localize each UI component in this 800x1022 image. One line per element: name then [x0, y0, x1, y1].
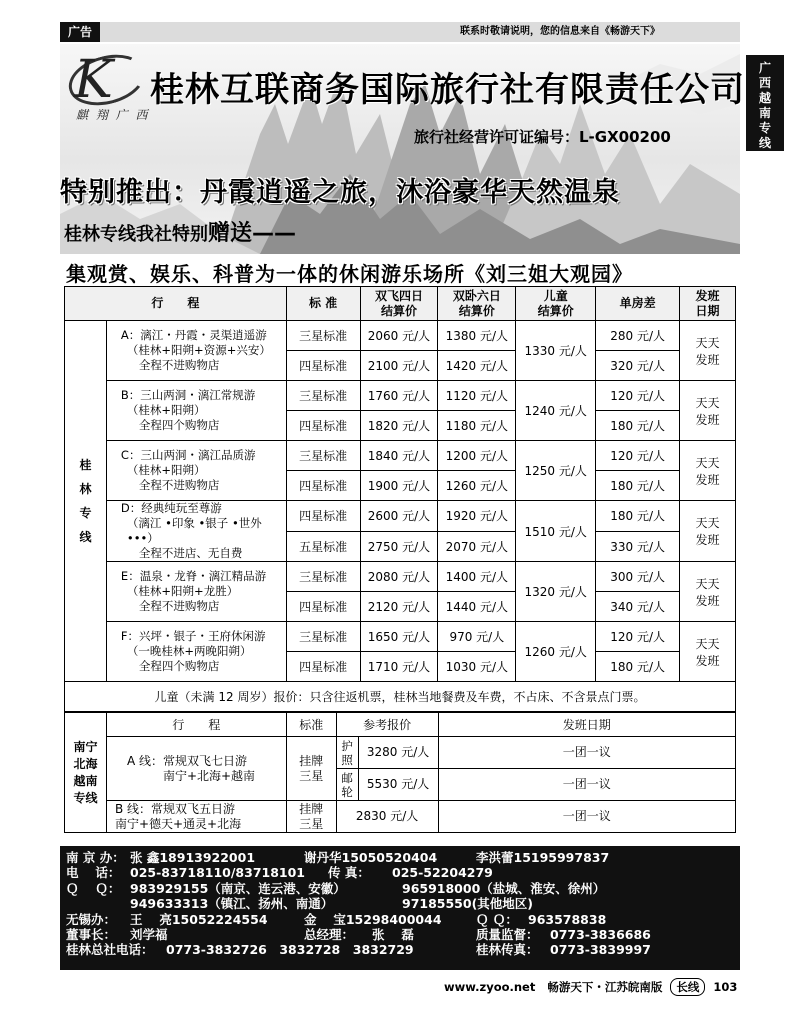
route-b: B：三山两洞・漓江常规游 （桂林+阳朔） 全程四个购物店 — [106, 381, 286, 441]
standard-cell: 三星标准 — [286, 321, 360, 351]
price-child: 1320 元/人 — [516, 562, 596, 622]
price-single: 120 元/人 — [596, 622, 680, 652]
price-single: 300 元/人 — [596, 562, 680, 592]
header-child: 儿童 结算价 — [516, 287, 596, 321]
route-a-vietnam: A 线：常规双飞七日游 南宁+北海+越南 — [106, 737, 286, 801]
price-4day: 1760 元/人 — [360, 381, 438, 411]
price-6day: 970 元/人 — [438, 622, 516, 652]
depart-cell: 天天 发班 — [680, 562, 736, 622]
price-4day: 2120 元/人 — [360, 592, 438, 622]
price-4day: 1820 元/人 — [360, 411, 438, 441]
header-6day: 双卧六日 结算价 — [438, 287, 516, 321]
price-child: 1330 元/人 — [516, 321, 596, 381]
depart-cell: 天天 发班 — [680, 501, 736, 562]
footer-site: www.zyoo.net — [444, 980, 536, 994]
standard-cell: 四星标准 — [286, 592, 360, 622]
price-4day: 2600 元/人 — [360, 501, 438, 532]
contact-row-nanjing: 南 京 办： 张 鑫18913922001 谢丹华15050520404 李洪蕾15195997837 — [66, 850, 610, 865]
standard-cell: 三星标准 — [286, 562, 360, 592]
price-single: 180 元/人 — [596, 411, 680, 441]
header-route: 行 程 — [65, 287, 287, 321]
price-single: 180 元/人 — [596, 652, 680, 682]
price-single: 120 元/人 — [596, 441, 680, 471]
table-row — [65, 801, 736, 833]
standard-cell: 四星标准 — [286, 471, 360, 501]
price-6day: 1380 元/人 — [438, 321, 516, 351]
price-single: 180 元/人 — [596, 471, 680, 501]
footer-magazine: 畅游天下・江苏皖南版 — [547, 980, 663, 994]
source-notice: 联系时敬请说明，您的信息来自《畅游天下》 — [460, 26, 660, 37]
price-single: 320 元/人 — [596, 351, 680, 381]
license-number: 旅行社经营许可证编号：L-GX00200 — [414, 128, 671, 146]
price-4day: 1900 元/人 — [360, 471, 438, 501]
price-4day: 1840 元/人 — [360, 441, 438, 471]
price-6day: 2070 元/人 — [438, 531, 516, 562]
region-nanning-vietnam: 南宁 北海 越南 专线 — [65, 713, 107, 833]
price-6day: 1440 元/人 — [438, 592, 516, 622]
route-e: E：温泉・龙脊・漓江精品游 （桂林+阳朔+龙胜） 全程不进购物店 — [106, 562, 286, 622]
depart-cell: 一团一议 — [438, 737, 735, 769]
route-f: F：兴坪・银子・王府休闲游 （一晚桂林+两晚阳朔） 全程四个购物店 — [106, 622, 286, 682]
price-4day: 2100 元/人 — [360, 351, 438, 381]
table-row — [65, 321, 736, 351]
logo-text: 麒 翔 广 西 — [76, 108, 150, 122]
route-b-vietnam: B 线：常规双飞五日游 南宁+德天+通灵+北海 — [106, 801, 286, 833]
header-route: 行 程 — [106, 713, 286, 737]
depart-cell: 一团一议 — [438, 769, 735, 801]
header-depart: 发班日期 — [438, 713, 735, 737]
standard-cell: 五星标准 — [286, 531, 360, 562]
special-offer-headline: 特别推出：丹霞逍遥之旅，沐浴豪华天然温泉 — [60, 177, 620, 208]
ticket-type: 邮 轮 — [336, 769, 358, 801]
child-note-row — [65, 682, 736, 712]
region-guilin: 桂 林 专 线 — [65, 321, 107, 682]
ad-tag: 广告 — [60, 22, 100, 42]
standard-cell: 四星标准 — [286, 411, 360, 441]
header-single: 单房差 — [596, 287, 680, 321]
standard-cell: 挂牌 三星 — [286, 801, 336, 833]
contact-row-qq2: 949633313（镇江、扬州、南通） 97185550(其他地区) — [130, 896, 534, 912]
standard-cell: 四星标准 — [286, 351, 360, 381]
price-cell: 2830 元/人 — [336, 801, 438, 833]
price-6day: 1260 元/人 — [438, 471, 516, 501]
route-a: A：漓江・丹霞・灵渠逍遥游 （桂林+阳朔+资源+兴安） 全程不进购物店 — [106, 321, 286, 381]
contact-row-qq: Ｑ Ｑ： 983929155（南京、连云港、安徽） 965918000（盐城、淮安、徐州） — [66, 880, 606, 896]
table-row — [65, 562, 736, 592]
company-name: 桂林互联商务国际旅行社有限责任公司 — [150, 70, 745, 110]
table-header-row — [65, 713, 736, 737]
contacts-block — [60, 846, 740, 970]
depart-cell: 天天 发班 — [680, 381, 736, 441]
price-6day: 1030 元/人 — [438, 652, 516, 682]
ticket-type: 护 照 — [336, 737, 358, 769]
gift-big: 赠送—— — [208, 221, 297, 246]
price-child: 1250 元/人 — [516, 441, 596, 501]
depart-cell: 天天 发班 — [680, 441, 736, 501]
header-standard: 标 准 — [286, 287, 360, 321]
route-c: C：三山两洞・漓江品质游 （桂林+阳朔） 全程不进购物店 — [106, 441, 286, 501]
price-single: 340 元/人 — [596, 592, 680, 622]
price-4day: 1650 元/人 — [360, 622, 438, 652]
price-6day: 1400 元/人 — [438, 562, 516, 592]
page-number: 103 — [713, 980, 738, 994]
header-price: 参考报价 — [336, 713, 438, 737]
price-4day: 1710 元/人 — [360, 652, 438, 682]
company-logo — [68, 50, 150, 122]
logo-letter: K — [74, 50, 113, 110]
price-4day: 2060 元/人 — [360, 321, 438, 351]
nanning-vietnam-table — [64, 712, 736, 833]
price-child: 1240 元/人 — [516, 381, 596, 441]
price-single: 120 元/人 — [596, 381, 680, 411]
side-tab-label: 广西越南专线 — [758, 61, 771, 150]
table-row — [65, 622, 736, 652]
page-footer — [444, 978, 737, 996]
header-4day: 双飞四日 结算价 — [360, 287, 438, 321]
price-single: 180 元/人 — [596, 501, 680, 532]
standard-cell: 四星标准 — [286, 652, 360, 682]
table-row — [65, 441, 736, 471]
child-note: 儿童（未满 12 周岁）报价：只含往返机票，桂林当地餐费及车费，不占床、不含景点门票。 — [65, 682, 736, 712]
table-row — [65, 381, 736, 411]
price-6day: 1180 元/人 — [438, 411, 516, 441]
standard-cell: 三星标准 — [286, 381, 360, 411]
price-cell: 3280 元/人 — [358, 737, 438, 769]
guilin-price-table — [64, 286, 736, 712]
price-child: 1510 元/人 — [516, 501, 596, 562]
price-cell: 5530 元/人 — [358, 769, 438, 801]
price-6day: 1920 元/人 — [438, 501, 516, 532]
price-6day: 1420 元/人 — [438, 351, 516, 381]
venue-line: 集观赏、娱乐、科普为一体的休闲游乐场所《刘三姐大观园》 — [66, 262, 633, 286]
price-4day: 2750 元/人 — [360, 531, 438, 562]
side-tab — [746, 55, 784, 151]
contact-row-wuxi: 无锡办： 王 亮15052224554 金 宝15298400044 Ｑ Ｑ： 963578838 — [66, 911, 607, 927]
price-child: 1260 元/人 — [516, 622, 596, 682]
contact-row-tel: 电 话： 025-83718110/83718101 传 真： 025-52204279 — [66, 865, 493, 881]
header-depart: 发班 日期 — [680, 287, 736, 321]
standard-cell: 四星标准 — [286, 501, 360, 532]
depart-cell: 天天 发班 — [680, 321, 736, 381]
price-6day: 1200 元/人 — [438, 441, 516, 471]
price-6day: 1120 元/人 — [438, 381, 516, 411]
price-single: 280 元/人 — [596, 321, 680, 351]
table-row — [65, 501, 736, 532]
depart-cell: 一团一议 — [438, 801, 735, 833]
table-row — [65, 737, 736, 769]
contact-row-hq: 桂林总社电话： 0773-3832726 3832728 3832729 桂林传真： 0773-3839997 — [66, 942, 651, 958]
price-4day: 2080 元/人 — [360, 562, 438, 592]
standard-cell: 三星标准 — [286, 622, 360, 652]
depart-cell: 天天 发班 — [680, 622, 736, 682]
price-single: 330 元/人 — [596, 531, 680, 562]
contact-row-management: 董事长： 刘学福 总经理： 张 磊 质量监督： 0773-3836686 — [66, 926, 651, 942]
gift-prefix: 桂林专线我社特别 — [64, 224, 208, 245]
footer-section: 长线 — [670, 978, 705, 996]
standard-cell: 三星标准 — [286, 441, 360, 471]
header-standard: 标准 — [286, 713, 336, 737]
standard-cell: 挂牌 三星 — [286, 737, 336, 801]
gift-line — [64, 216, 296, 247]
route-d: D：经典纯玩至尊游 （漓江 •印象 •银子 •世外 •••） 全程不进店、无自费 — [106, 501, 286, 562]
table-header-row — [65, 287, 736, 321]
